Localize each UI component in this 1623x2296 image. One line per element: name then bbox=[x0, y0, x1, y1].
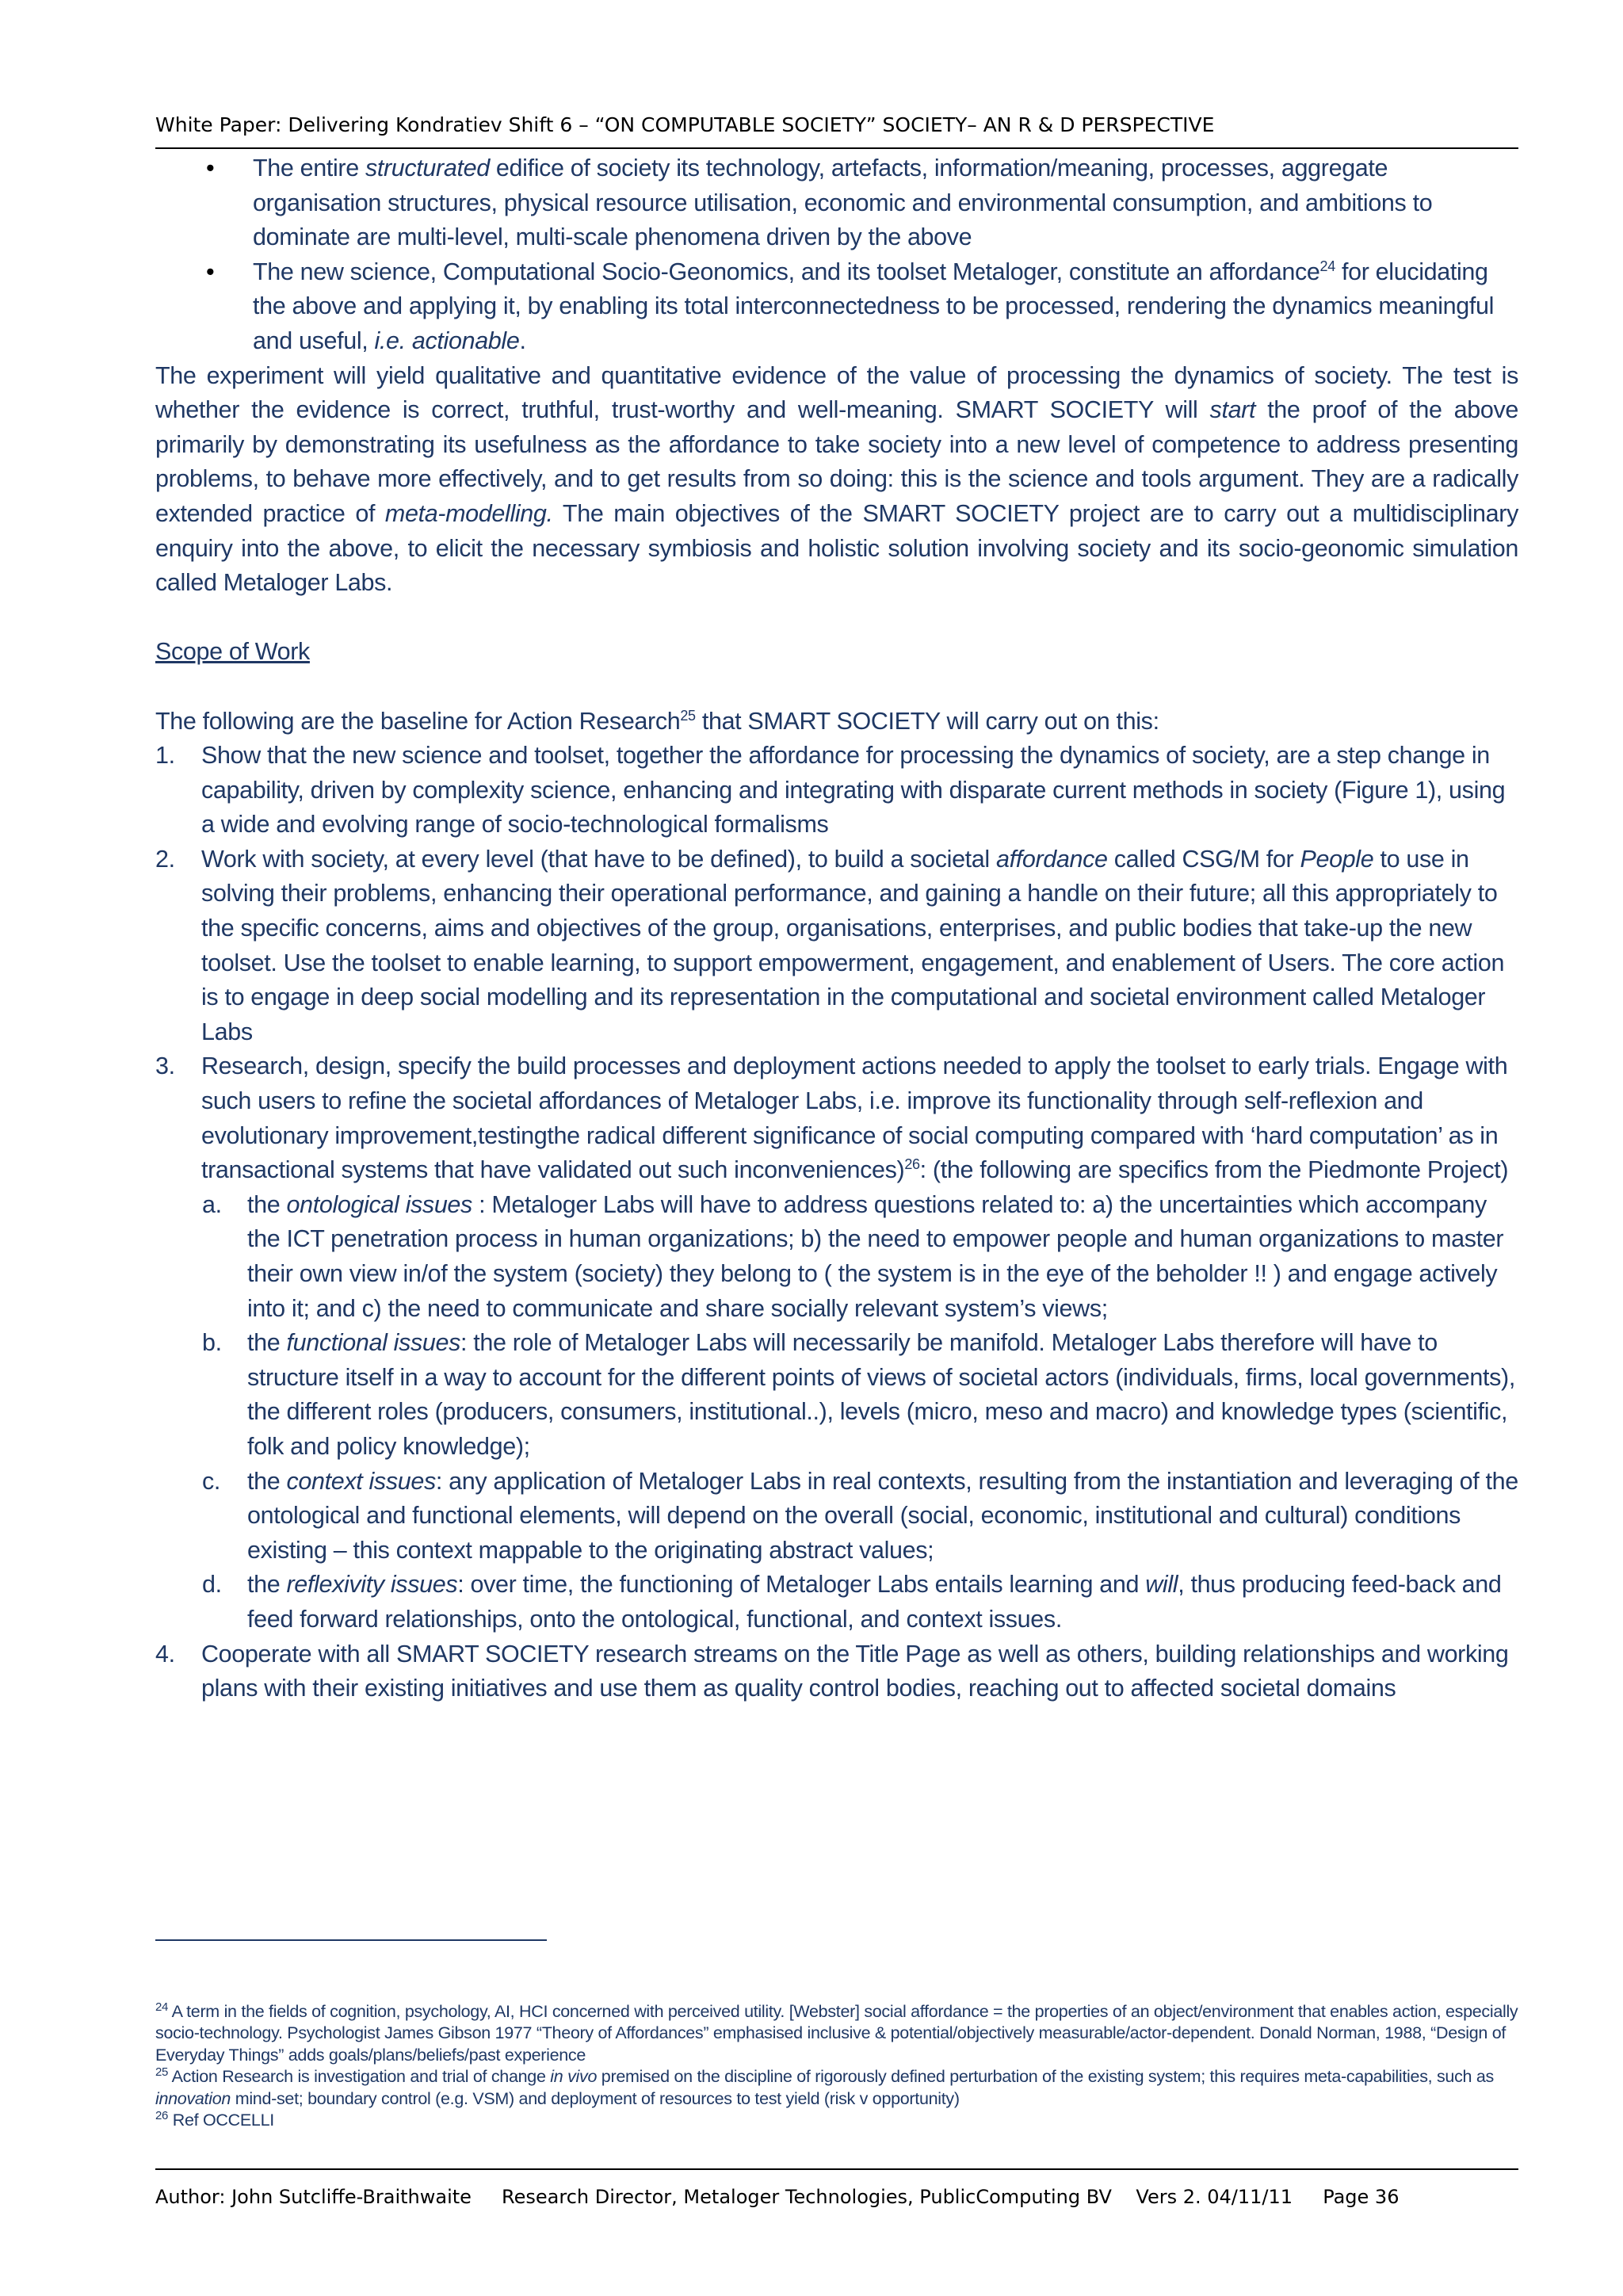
page-header: White Paper: Delivering Kondratiev Shift 6 – “ON COMPUTABLE SOCIETY” SOCIETY– AN R & D PERSPECTIVE bbox=[155, 113, 1215, 136]
section-heading: Scope of Work bbox=[155, 638, 310, 666]
list-item: 4. Cooperate with all SMART SOCIETY research streams on the Title Page as well as others, building relationships and working plans with their existing initiatives and use them as quality control bodies, reaching out to affected societal domains bbox=[155, 1640, 1509, 1702]
bullet-item: • The entire structurated edifice of society its technology, artefacts, information/meaning, processes, aggregate organisation structures, physical resource utilisation, economic and environmental consumption, and ambitions to dominate are multi-level, multi-scale phenomena driven by the above bbox=[155, 151, 1518, 255]
sublist-item: d. the reflexivity issues: over time, the functioning of Metaloger Labs entails learning and will, thus producing feed-back and feed forward relationships, onto the ontological, functional, and context issues. bbox=[202, 1571, 1502, 1633]
baseline-paragraph: The following are the baseline for Action Research$^{25}$ that SMART SOCIETY will carry out on this: bbox=[155, 707, 1159, 735]
main-body bbox=[155, 151, 1518, 1706]
bullet-list bbox=[155, 151, 1518, 359]
footnote-25: $^{25}$ Action Research is investigation and trial of change in vivo premised on the discipline of rigorously defined perturbation of the existing system; this requires meta-capabilities, such as innovation mind-set; boundary control (e.g. VSM) and deployment of resources to test yield (risk v opportunity) bbox=[155, 2065, 1494, 2108]
intro-paragraph: The experiment will yield qualitative and quantitative evidence of the value of processing the dynamics of society. The test is whether the evidence is correct, truthful, trust-worthy and well-meaning. SMART SOCIETY will start the proof of the above primarily by demonstrating its usefulness as the affordance to take society into a new level of competence to address presenting problems, to behave more effectively, and to get results from so doing: this is the science and tools argument. They are a radically extended practice of meta-modelling. The main objectives of the SMART SOCIETY project are to carry out a multidisciplinary enquiry into the above, to elicit the necessary symbiosis and holistic solution involving society and its socio-geonomic simulation called Metaloger Labs. bbox=[155, 361, 1518, 597]
footnote-ref[interactable]: 24 bbox=[1319, 258, 1335, 274]
list-item: 3. Research, design, specify the build processes and deployment actions needed to apply the toolset to early trials. Engage with such users to refine the societal affordances of Metaloger Labs, i.e. improve its functionality through self-reflexion and evolutionary improvement,testingthe radical different significance of social computing compared with ‘hard computation’ as in transactional systems that have validated out such inconveniences)$^{26}$: (the following are specifics from the Piedmonte Project) a. the ontological issues : Metaloger Labs will have to address questions related to: a) the uncertainties which accompany the ICT penetration process in human organizations; b) the need to empower people and human organizations to master their own view in/of the system (society) they belong to ( the system is in the eye of the beholder !! ) and engage actively into it; and c) the need to communicate and share socially relevant system’s views; b. the functional issues: the role of Metaloger Labs will necessarily be manifold. Metaloger Labs therefore will have to structure itself in a way to account for the different points of views of societal actors (individuals, firms, local governments), the different roles (producers, consumers, institutional..), levels (micro, meso and macro) and knowledge types (scientific, folk and policy knowledge); c. the context issues: any application of Metaloger Labs in real contexts, resulting from the instantiation and leveraging of the ontological and functional elements, will depend on the overall (social, economic, institutional and cultural) conditions existing – this context mappable to the originating abstract values; d. the reflexivity issues: over time, the functioning of Metaloger Labs entails learning and will, thus producing feed-back and feed forward relationships, onto the ontological, functional, and context issues. bbox=[155, 1049, 1518, 1637]
list-item: 1. Show that the new science and toolset, together the affordance for processing the dynamics of society, are a step change in capability, driven by complexity science, enhancing and integrating with disparate current methods in society (Figure 1), using a wide and evolving range of socio-technological formalisms bbox=[155, 742, 1506, 839]
bullet-item: • The new science, Computational Socio-Geonomics, and its toolset Metaloger, constitute an affordance$^{24}$ for elucidating the above and applying it, by enabling its total interconnectedness to be processed, rendering the dynamics meaningful and useful, i.e. actionable. bbox=[155, 255, 1518, 359]
list-item: 2. Work with society, at every level (that have to be defined), to build a societal affordance called CSG/M for People to use in solving their problems, enhancing their operational performance, and gaining a handle on their future; all this appropriately to the specific concerns, aims and objectives of the group, organisations, enterprises, and public bodies that take-up the new toolset. Use the toolset to enable learning, to support empowerment, engagement, and enablement of Users. The core action is to engage in deep social modelling and its representation in the computational and societal environment called Metaloger Labs bbox=[155, 845, 1505, 1045]
footer-rule bbox=[155, 2168, 1518, 2170]
footnote-rule bbox=[155, 1939, 547, 1941]
sublist-item: c. the context issues: any application of Metaloger Labs in real contexts, resulting from the instantiation and leveraging of the ontological and functional elements, will depend on the overall (social, economic, institutional and cultural) conditions existing – this context mappable to the originating abstract values; bbox=[202, 1467, 1518, 1564]
sublist-item: b. the functional issues: the role of Metaloger Labs will necessarily be manifold. Metaloger Labs therefore will have to structure itself in a way to account for the different points of views of societal actors (individuals, firms, local governments), the different roles (producers, consumers, institutional..), levels (micro, meso and macro) and knowledge types (scientific, folk and policy knowledge); bbox=[202, 1329, 1515, 1460]
footnote-ref[interactable]: 25 bbox=[680, 707, 696, 724]
footnote-24: $^{24}$ A term in the fields of cognition, psychology, AI, HCI concerned with perceived utility. [Webster] social affordance = the properties of an object/environment that enables action, especially socio-technology. Psychologist James Gibson 1977 “Theory of Affordances” emphasised inclusive & potential/objectively measurable/actor-dependent. Donald Norman, 1988, “Design of Everyday Things” adds goals/plans/beliefs/past experience bbox=[155, 2000, 1518, 2065]
lettered-sublist bbox=[201, 1188, 1518, 1637]
footnotes bbox=[155, 2001, 1518, 2131]
bullet-icon: • bbox=[206, 258, 215, 285]
page-footer: Author: John Sutcliffe-Braithwaite Research Director, Metaloger Technologies, PublicComputing BV Vers 2. 04/11/11 Page 36 bbox=[155, 2186, 1400, 2208]
sublist-item: a. the ontological issues : Metaloger Labs will have to address questions related to: a) the uncertainties which accompany the ICT penetration process in human organizations; b) the need to empower people and human organizations to master their own view in/of the system (society) they belong to ( the system is in the eye of the beholder !! ) and engage actively into it; and c) the need to communicate and share socially relevant system’s views; bbox=[202, 1190, 1504, 1322]
numbered-list bbox=[155, 739, 1518, 1706]
header-rule bbox=[155, 147, 1518, 149]
footnote-26: $^{26}$ Ref OCCELLI bbox=[155, 2108, 274, 2130]
footnote-ref[interactable]: 26 bbox=[904, 1156, 920, 1173]
bullet-icon: • bbox=[206, 155, 215, 181]
